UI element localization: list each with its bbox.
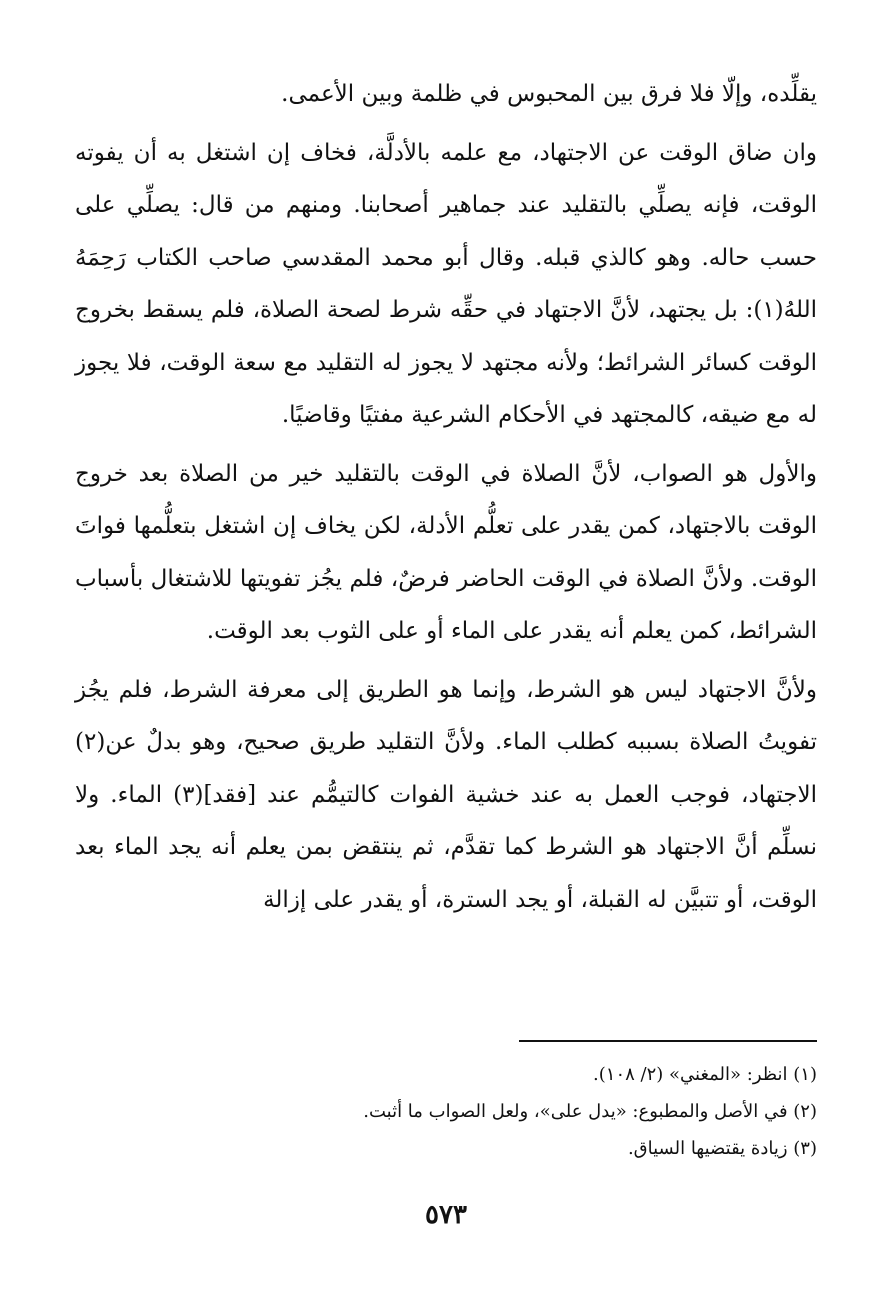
footnotes	[75, 1056, 817, 1167]
paragraph-3: والأول هو الصواب، لأنَّ الصلاة في الوقت بالتقليد خير من الصلاة بعد خروج الوقت بالاجتهاد، كمن يقدر على تعلُّم الأدلة، لكن يخاف إن اشتغل بتعلُّمها فواتَ الوقت. ولأنَّ الصلاة في الوقت الحاضر فرضٌ، فلم يجُز تفويتها للاشتغال بأسباب الشرائط، كمن يعلم أنه يقدر على الماء أو على الثوب بعد الوقت.	[75, 460, 817, 644]
footnote-divider	[519, 1040, 817, 1042]
footnote-3: (٣) زيادة يقتضيها السياق.	[627, 1138, 817, 1159]
paragraph-4: ولأنَّ الاجتهاد ليس هو الشرط، وإنما هو الطريق إلى معرفة الشرط، فلم يجُز تفويتُ الصلاة بسببه كطلب الماء. ولأنَّ التقليد طريق صحيح، وهو بدلٌ عن(٢) الاجتهاد، فوجب العمل به عند خشية الفوات كالتيمُّم عند [فقد](٣) الماء. ولا نسلِّم أنَّ الاجتهاد هو الشرط كما تقدَّم، ثم ينتقض بمن يعلم أنه يجد الماء بعد الوقت، أو تتبيَّن له القبلة، أو يجد السترة، أو يقدر على إزالة	[75, 676, 817, 913]
main-text	[75, 68, 817, 926]
paragraph-1: يقلِّده، وإلّا فلا فرق بين المحبوس في ظلمة وبين الأعمى.	[281, 81, 817, 107]
footnote-2: (٢) في الأصل والمطبوع: «يدل على»، ولعل الصواب ما أثبت.	[363, 1101, 817, 1122]
footnote-1: (١) انظر: «المغني» (٢/ ١٠٨).	[593, 1064, 817, 1085]
paragraph-2: وان ضاق الوقت عن الاجتهاد، مع علمه بالأدلَّة، فخاف إن اشتغل به أن يفوته الوقت، فإنه يصلِّي بالتقليد عند جماهير أصحابنا. ومنهم من قال: يصلِّي على حسب حاله. وهو كالذي قبله. وقال أبو محمد المقدسي صاحب الكتاب رَحِمَهُ اللهُ(١): بل يجتهد، لأنَّ الاجتهاد في حقِّه شرط لصحة الصلاة، فلم يسقط بخروج الوقت كسائر الشرائط؛ ولأنه مجتهد لا يجوز له التقليد مع سعة الوقت، فلا يجوز له مع ضيقه، كالمجتهد في الأحكام الشرعية مفتيًا وقاضيًا.	[75, 139, 817, 428]
page-number: ٥٧٣	[425, 1200, 467, 1230]
